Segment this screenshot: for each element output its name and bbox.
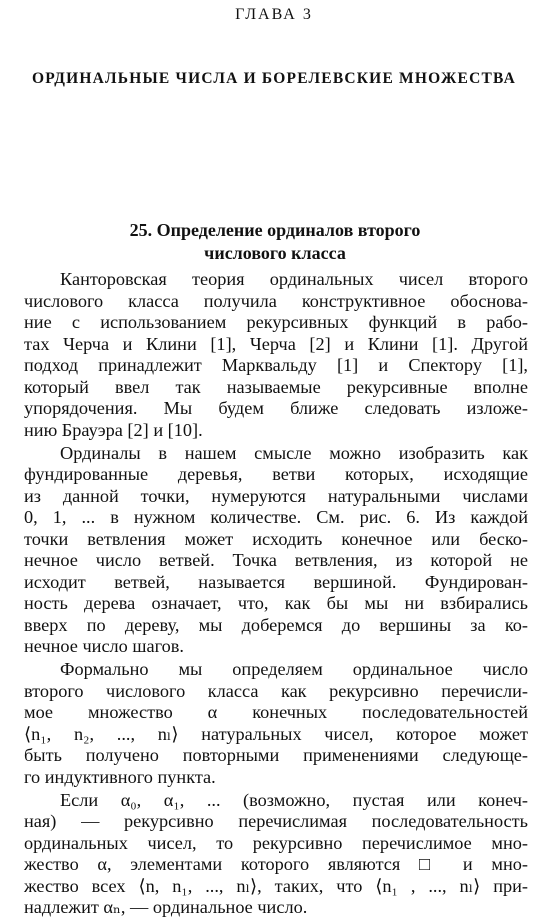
section-title-line-2: числового класса <box>204 243 346 263</box>
text-line: тах Черча и Клини [1], Черча [2] и Клини [1]. Другой <box>24 333 528 354</box>
text-line: нечное число ветвей. Точка ветвления, из которой не <box>24 550 528 570</box>
text-line: мое множество α конечных последовательностей <box>24 702 528 722</box>
text-line: ординальных чисел, то рекурсивно перечислимое мно- <box>24 832 528 853</box>
chapter-label: ГЛАВА 3 <box>235 6 313 23</box>
text-line: ная) — рекурсивно перечислимая последовательность <box>24 811 528 831</box>
paragraph <box>24 269 528 441</box>
paragraph <box>24 659 528 788</box>
text-line: который ввел так называемые рекурсивные вполне <box>24 376 528 397</box>
text-line: исходит ветвей, называется вершиной. Фундирован- <box>24 571 528 592</box>
text-line: второго числового класса как рекурсивно перечисли- <box>24 680 528 701</box>
text-line: 0, 1, ... в нужном количестве. См. рис. 6. Из каждой <box>24 507 528 527</box>
text-line: жество α, элементами которого являются □ и мно- <box>24 854 528 874</box>
text-line: точки ветвления может исходить конечное или беско- <box>24 528 528 549</box>
text-line: Канторовская теория ординальных чисел второго <box>60 269 528 289</box>
section-title <box>40 219 510 265</box>
text-line: ние с использованием рекурсивных функций в рабо- <box>24 312 528 332</box>
text-line: ⟨n₁, n₂, ..., nₗ⟩ натуральных чисел, которое может <box>24 723 528 744</box>
text-line: числового класса получила конструктивное обоснова- <box>24 290 528 311</box>
chapter-title: ОРДИНАЛЬНЫЕ ЧИСЛА И БОРЕЛЕВСКИЕ МНОЖЕСТВА <box>32 70 516 87</box>
text-line: Если α₀, α₁, ... (возможно, пустая или конеч- <box>60 789 528 810</box>
text-line: упорядочения. Мы будем ближе следовать изложе- <box>24 398 528 418</box>
text-line: из данной точки, нумеруются натуральными числами <box>24 485 528 506</box>
text-line: го индуктивного пункта. <box>24 766 216 787</box>
text-line: Ординалы в нашем смысле можно изобразить как <box>60 442 528 463</box>
text-line: вверх по дереву, мы доберемся до вершины за ко- <box>24 614 528 635</box>
paragraph <box>24 790 528 919</box>
body-text <box>24 269 528 919</box>
text-line: надлежит αₙ, — ординальное число. <box>24 897 308 917</box>
paragraph <box>24 443 528 658</box>
text-line: нечное число шагов. <box>24 636 184 656</box>
text-line: ность дерева означает, что, как бы мы ни взбирались <box>24 593 528 613</box>
text-line: фундированные деревья, ветви которых, исходящие <box>24 464 528 484</box>
section-title-line-1: 25. Определение ординалов второго <box>129 220 421 240</box>
text-line: жество всех ⟨n, n₁, ..., nₗ⟩, таких, что ⟨n₁ , ..., nₗ⟩ при- <box>24 875 528 896</box>
text-line: Формально мы определяем ординальное число <box>60 659 528 679</box>
text-line: подход принадлежит Марквальду [1] и Спектору [1], <box>24 355 528 375</box>
text-line: быть получено повторными применениями следующе- <box>24 745 528 765</box>
text-line: нию Брауэра [2] и [10]. <box>24 419 203 440</box>
